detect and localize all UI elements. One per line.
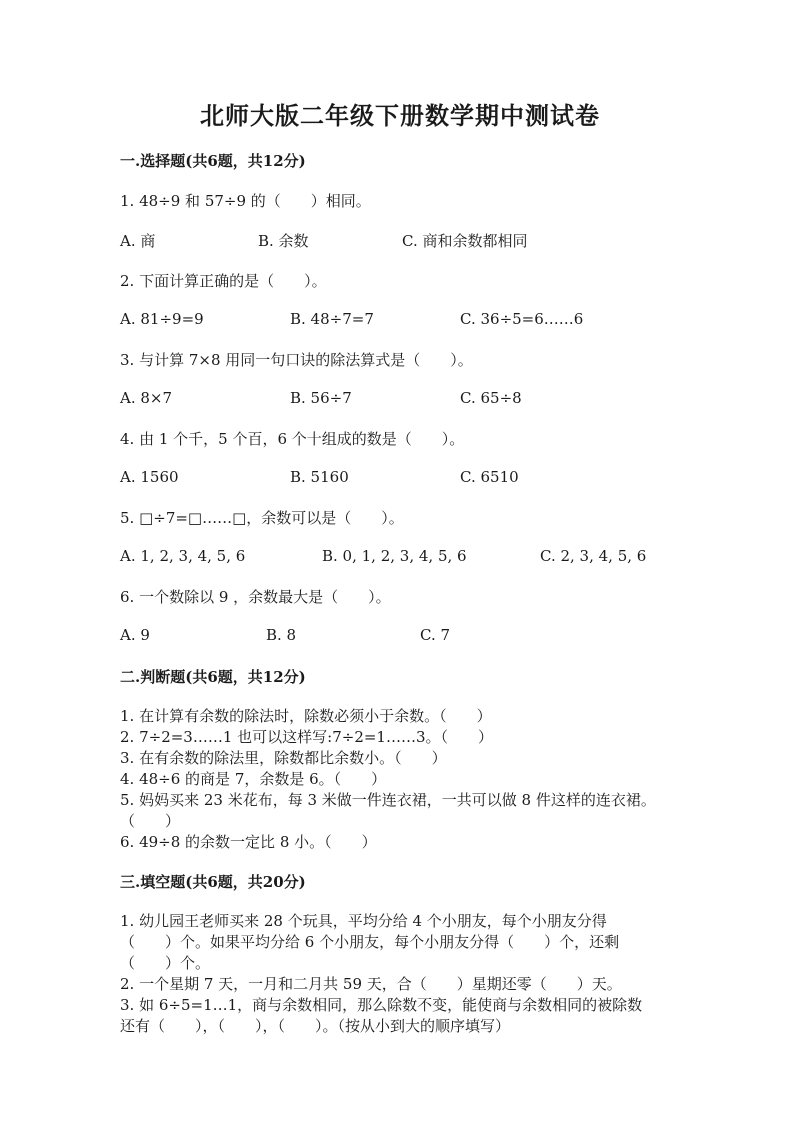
judgement-line: 1. 在计算有余数的除法时，除数必须小于余数。（ ） — [120, 707, 492, 725]
option-b: B. 56÷7 — [290, 389, 352, 407]
question-stem: 1. 48÷9 和 57÷9 的（ ）相同。 — [120, 192, 371, 210]
fill-line: 2. 一个星期 7 天，一月和二月共 59 天，合（ ）星期还零（ ）天。 — [120, 975, 622, 993]
option-b: B. 8 — [266, 626, 297, 644]
option-b: B. 0, 1, 2, 3, 4, 5, 6 — [322, 547, 467, 565]
question-stem: 2. 下面计算正确的是（ ）。 — [120, 272, 327, 290]
option-a: A. 81÷9=9 — [120, 310, 204, 328]
question-stem: 5. □÷7=□……□，余数可以是（ ）。 — [120, 509, 404, 527]
option-b: B. 48÷7=7 — [290, 310, 374, 328]
option-a: A. 1, 2, 3, 4, 5, 6 — [120, 547, 246, 565]
option-a: A. 商 — [120, 232, 156, 250]
judgement-line: 2. 7÷2=3……1 也可以这样写:7÷2=1……3。（ ） — [120, 728, 494, 746]
option-c: C. 商和余数都相同 — [402, 232, 528, 250]
section-heading-fill: 三.填空题(共6题，共20分) — [120, 873, 306, 891]
option-a: A. 1560 — [120, 468, 179, 486]
option-c: C. 2, 3, 4, 5, 6 — [540, 547, 647, 565]
judgement-line: 6. 49÷8 的余数一定比 8 小。（ ） — [120, 833, 377, 851]
fill-line: 1. 幼儿园王老师买来 28 个玩具，平均分给 4 个小朋友，每个小朋友分得 — [120, 912, 607, 930]
question-stem: 6. 一个数除以 9 ，余数最大是（ ）。 — [120, 588, 391, 606]
fill-line: （ ）个。如果平均分给 6 个小朋友，每个小朋友分得（ ）个，还剩 — [120, 933, 620, 951]
section-heading-judgement: 二.判断题(共6题，共12分) — [120, 668, 306, 686]
fill-line: 还有（ ），（ ），（ ）。（按从小到大的顺序填写） — [120, 1017, 511, 1035]
judgement-line: 5. 妈妈买来 23 米花布，每 3 米做一件连衣裙，一共可以做 8 件这样的连衣裙。 — [120, 791, 656, 809]
fill-line: （ ）个。 — [120, 954, 211, 972]
page-title: 北师大版二年级下册数学期中测试卷 — [200, 101, 600, 130]
question-stem: 3. 与计算 7×8 用同一句口诀的除法算式是（ ）。 — [120, 351, 473, 369]
option-b: B. 余数 — [258, 232, 309, 250]
option-c: C. 65÷8 — [460, 389, 522, 407]
option-b: B. 5160 — [290, 468, 349, 486]
option-a: A. 9 — [120, 626, 150, 644]
option-c: C. 36÷5=6……6 — [460, 310, 584, 328]
option-c: C. 7 — [420, 626, 451, 644]
fill-line: 3. 如 6÷5=1…1，商与余数相同，那么除数不变，能使商与余数相同的被除数 — [120, 996, 643, 1014]
judgement-line: 3. 在有余数的除法里，除数都比余数小。（ ） — [120, 749, 447, 767]
judgement-line: （ ） — [120, 812, 181, 830]
section-heading-choice: 一.选择题(共6题，共12分) — [120, 152, 306, 170]
question-stem: 4. 由 1 个千，5 个百，6 个十组成的数是（ ）。 — [120, 430, 465, 448]
judgement-line: 4. 48÷6 的商是 7，余数是 6。（ ） — [120, 770, 387, 788]
option-a: A. 8×7 — [120, 389, 173, 407]
option-c: C. 6510 — [460, 468, 519, 486]
